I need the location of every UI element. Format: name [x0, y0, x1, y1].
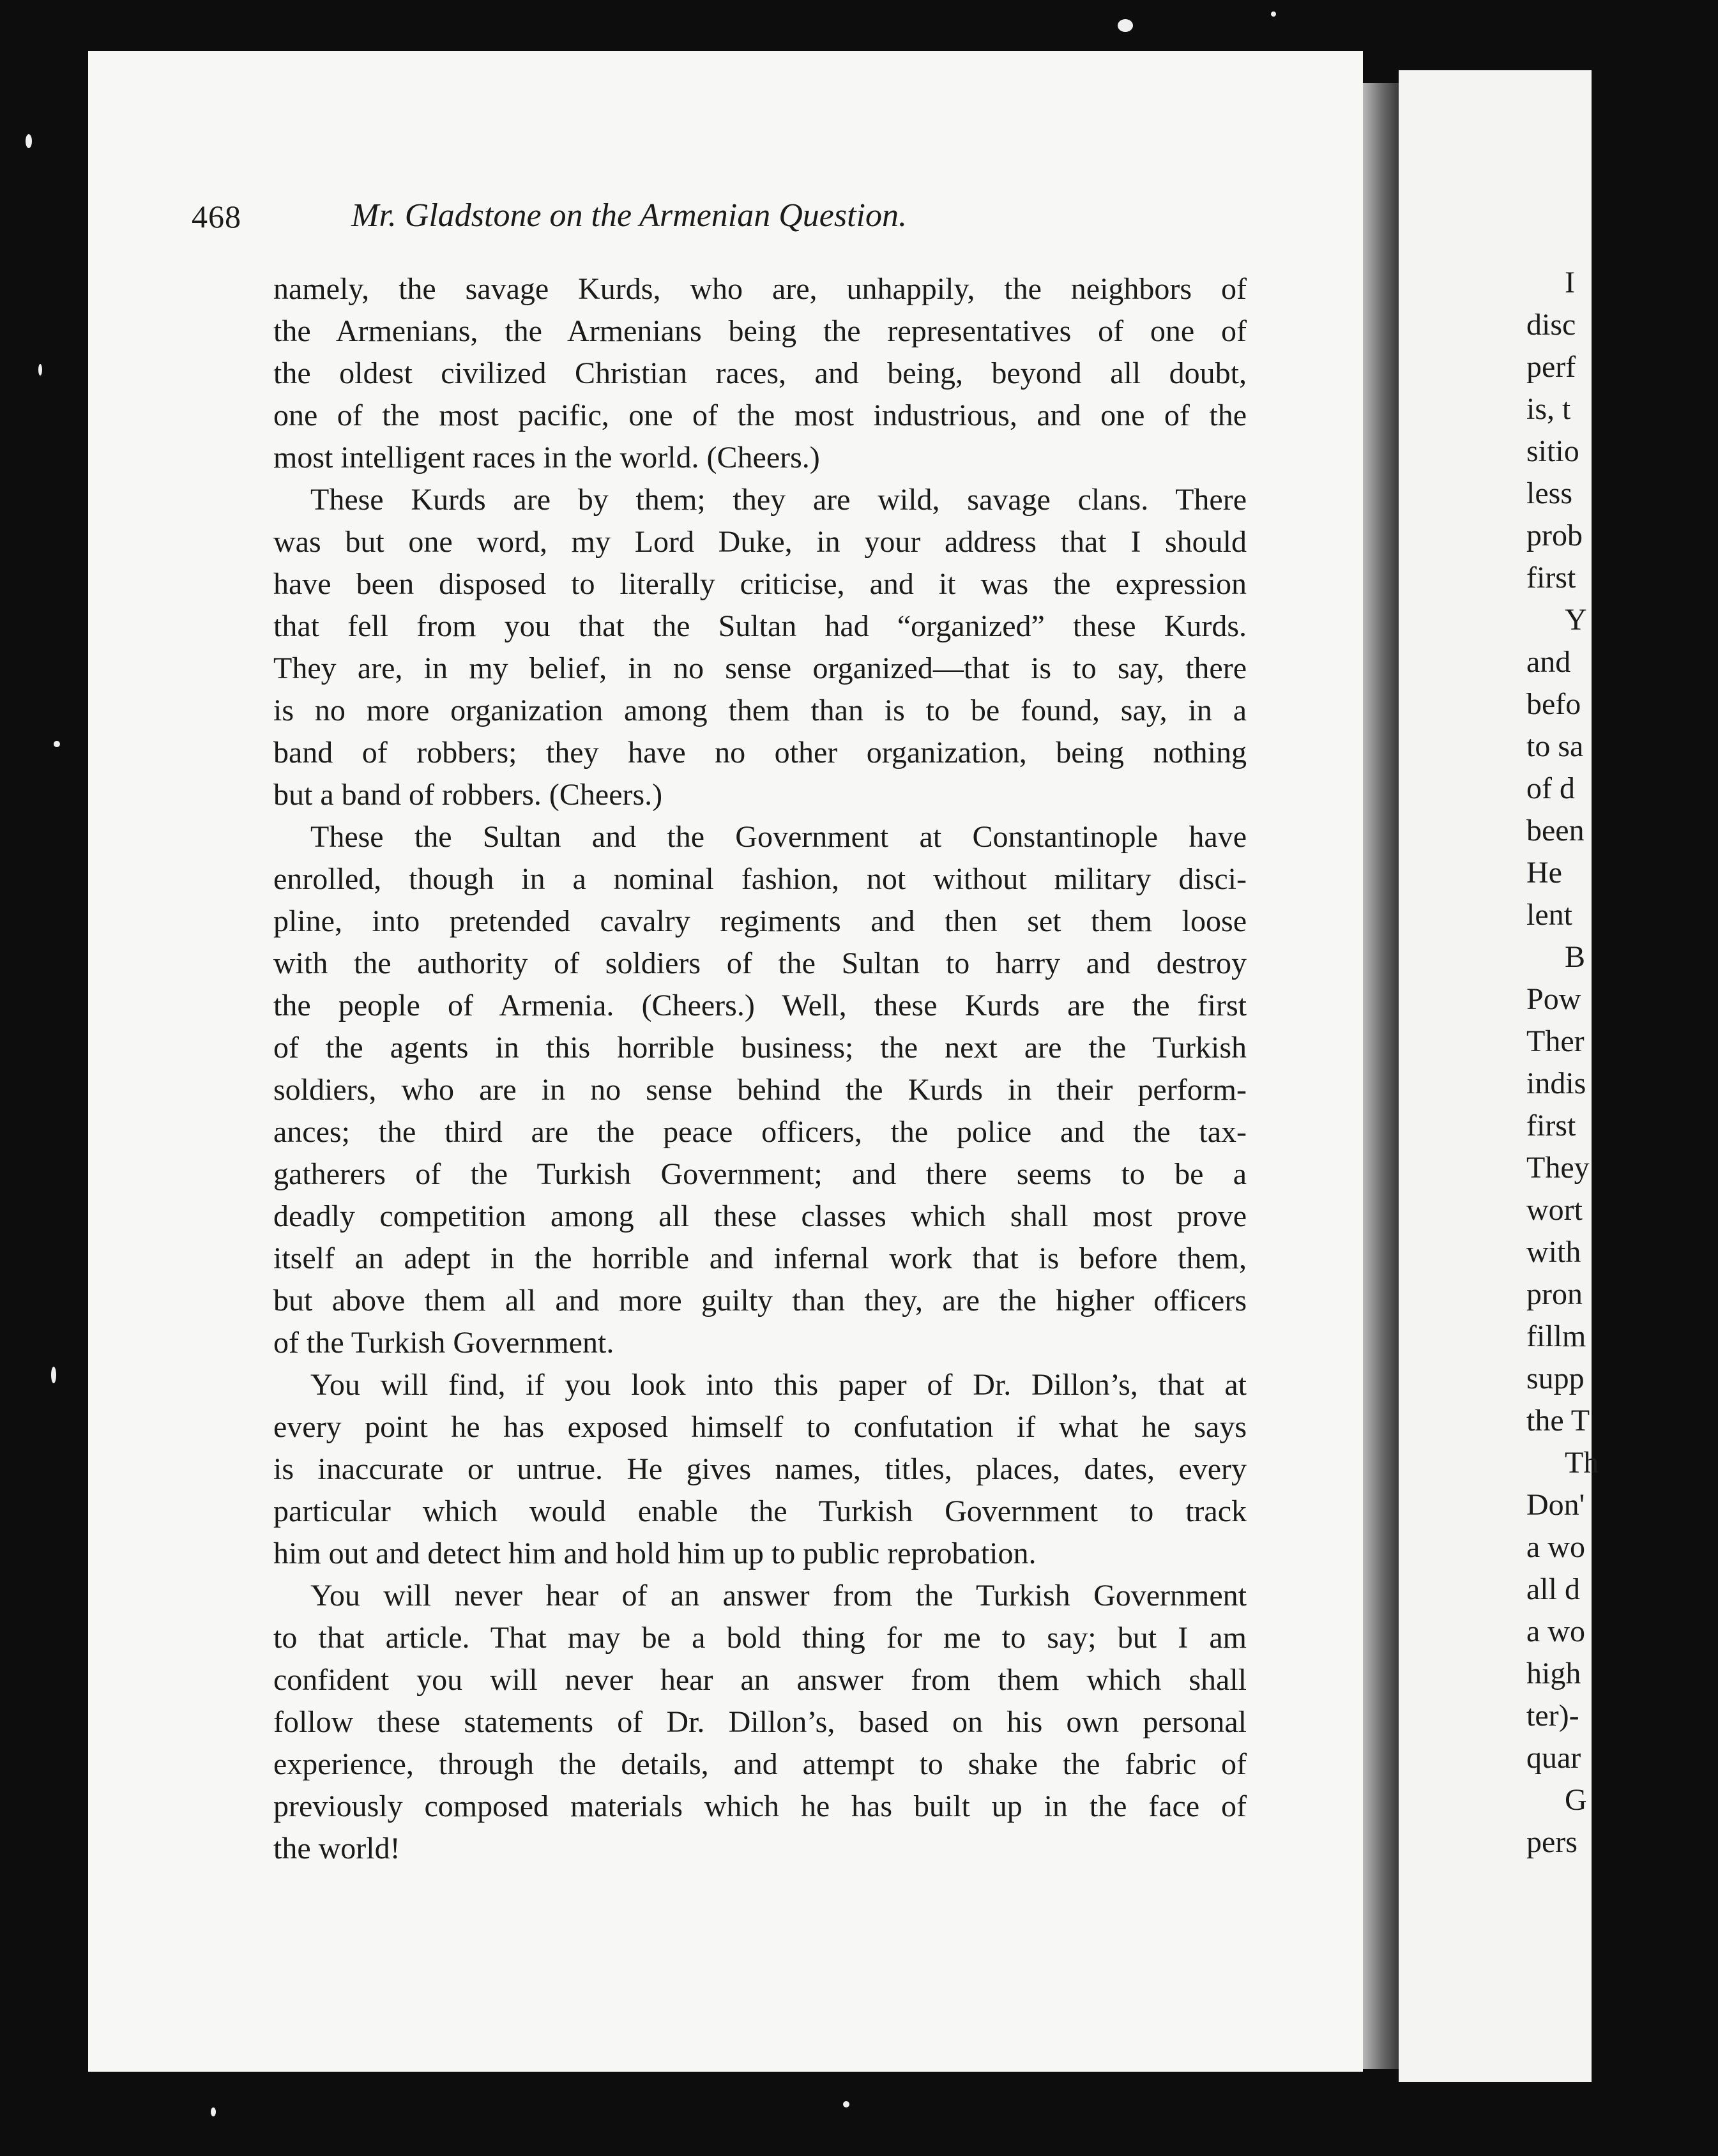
paragraph	[273, 1575, 1247, 1870]
text-line: experience, through the details, and attempt to shake the fabric of	[273, 1747, 1247, 1781]
scan-speck	[1271, 11, 1276, 17]
facing-page-line: with	[1526, 1235, 1581, 1269]
text-line: ances; the third are the peace officers, the police and the tax-	[273, 1115, 1247, 1149]
scan-speck	[51, 1367, 56, 1383]
facing-page-line: to sa	[1526, 729, 1584, 763]
text-line: You will find, if you look into this paper of Dr. Dillon’s, that at	[310, 1368, 1247, 1402]
facing-page-line: supp	[1526, 1362, 1585, 1395]
facing-page-line: wort	[1526, 1193, 1583, 1227]
text-line: the oldest civilized Christian races, and being, beyond all doubt,	[273, 356, 1247, 390]
text-line: have been disposed to literally criticise, and it was the expression	[273, 567, 1247, 601]
text-line: pline, into pretended cavalry regiments and then set them loose	[273, 904, 1247, 938]
facing-page-line: of d	[1526, 771, 1575, 805]
text-line: is no more organization among them than is to be found, say, in a	[273, 694, 1247, 727]
facing-page-line: is, t	[1526, 392, 1571, 426]
facing-page-line: I	[1565, 266, 1575, 300]
facing-page-line: first	[1526, 1109, 1576, 1143]
facing-page-text	[1526, 262, 1718, 1864]
running-title: Mr. Gladstone on the Armenian Question.	[351, 197, 907, 234]
text-line: of the agents in this horrible business; the next are the Turkish	[273, 1031, 1247, 1065]
paragraph	[273, 479, 1247, 816]
scan-speck	[843, 2101, 849, 2107]
body-text	[273, 268, 1247, 1870]
page-gutter	[1363, 83, 1399, 2069]
text-line: but above them all and more guilty than they, are the higher officers	[273, 1284, 1247, 1317]
facing-page-line: Th	[1565, 1446, 1599, 1480]
page-number: 468	[192, 199, 241, 234]
text-line: enrolled, though in a nominal fashion, not without military disci-	[273, 862, 1247, 896]
text-line: previously composed materials which he has built up in the face of	[273, 1789, 1247, 1823]
facing-page-line: been	[1526, 814, 1585, 847]
text-line: with the authority of soldiers of the Sultan to harry and destroy	[273, 946, 1247, 980]
text-line: that fell from you that the Sultan had “organized” these Kurds.	[273, 609, 1247, 643]
facing-page-line: fillm	[1526, 1319, 1586, 1353]
text-line: the Armenians, the Armenians being the representatives of one of	[273, 314, 1247, 348]
text-line: These the Sultan and the Government at Constantinople have	[310, 820, 1247, 854]
text-line: follow these statements of Dr. Dillon’s, based on his own personal	[273, 1705, 1247, 1739]
facing-page-line: befo	[1526, 687, 1581, 721]
facing-page-line: indis	[1526, 1067, 1586, 1100]
text-line: confident you will never hear an answer from them which shall	[273, 1663, 1247, 1697]
text-line: deadly competition among all these classes which shall most prove	[273, 1199, 1247, 1233]
facing-page-line: less	[1526, 476, 1572, 510]
facing-page-line: pers	[1526, 1825, 1577, 1859]
facing-page-line: high	[1526, 1657, 1581, 1690]
text-line: was but one word, my Lord Duke, in your address that I should	[273, 525, 1247, 559]
paragraph	[273, 816, 1247, 1364]
facing-page-line: sitio	[1526, 434, 1579, 468]
facing-page-line: perf	[1526, 350, 1576, 384]
text-line: namely, the savage Kurds, who are, unhappily, the neighbors of	[273, 272, 1247, 306]
facing-page-line: first	[1526, 561, 1576, 595]
facing-page-line: all d	[1526, 1572, 1580, 1606]
text-line: the world!	[273, 1832, 400, 1865]
text-line: band of robbers; they have no other organization, being nothing	[273, 736, 1247, 770]
facing-page-line: B	[1565, 940, 1586, 974]
facing-page-line: prob	[1526, 519, 1583, 552]
text-line: These Kurds are by them; they are wild, savage clans. There	[310, 483, 1247, 517]
scan-speck	[211, 2107, 216, 2116]
text-line: to that article. That may be a bold thing for me to say; but I am	[273, 1621, 1247, 1655]
text-line: every point he has exposed himself to confutation if what he says	[273, 1410, 1247, 1444]
running-head	[192, 192, 1098, 249]
facing-page-line: quar	[1526, 1741, 1581, 1775]
facing-page-line: Don'	[1526, 1488, 1585, 1522]
text-line: of the Turkish Government.	[273, 1326, 614, 1360]
facing-page-line: Y	[1565, 603, 1587, 637]
facing-page-line: pron	[1526, 1277, 1583, 1311]
facing-page-line: They	[1526, 1151, 1590, 1185]
scan-speck	[38, 364, 42, 376]
text-line: particular which would enable the Turkish Government to track	[273, 1494, 1247, 1528]
facing-page-line: lent	[1526, 898, 1572, 932]
facing-page-line: disc	[1526, 308, 1576, 342]
text-line: one of the most pacific, one of the most industrious, and one of the	[273, 399, 1247, 432]
scan-speck	[54, 741, 60, 747]
facing-page-line: G	[1565, 1783, 1587, 1817]
facing-page-line: Ther	[1526, 1024, 1585, 1058]
text-line: him out and detect him and hold him up to public reprobation.	[273, 1537, 1037, 1570]
scan-speck	[1118, 19, 1133, 32]
text-line: soldiers, who are in no sense behind the Kurds in their perform-	[273, 1073, 1247, 1107]
facing-page-line: He	[1526, 856, 1562, 890]
text-line: the people of Armenia. (Cheers.) Well, these Kurds are the first	[273, 989, 1247, 1022]
text-line: most intelligent races in the world. (Cheers.)	[273, 441, 820, 474]
facing-page-line: a wo	[1526, 1614, 1585, 1648]
text-line: but a band of robbers. (Cheers.)	[273, 778, 663, 812]
paragraph	[273, 1364, 1247, 1575]
facing-page-line: a wo	[1526, 1530, 1585, 1564]
facing-page	[1399, 70, 1599, 2082]
facing-page-line: Pow	[1526, 982, 1581, 1016]
facing-page-line: the T	[1526, 1404, 1590, 1438]
text-line: You will never hear of an answer from the Turkish Government	[310, 1579, 1247, 1613]
text-line: They are, in my belief, in no sense organized—that is to say, there	[273, 651, 1247, 685]
text-line: itself an adept in the horrible and infernal work that is before them,	[273, 1241, 1247, 1275]
text-line: is inaccurate or untrue. He gives names, titles, places, dates, every	[273, 1452, 1247, 1486]
text-line: gatherers of the Turkish Government; and there seems to be a	[273, 1157, 1247, 1191]
paragraph	[273, 268, 1247, 479]
facing-page-line: and	[1526, 645, 1571, 679]
facing-page-line: ter)-	[1526, 1699, 1579, 1733]
scan-speck	[26, 134, 32, 148]
